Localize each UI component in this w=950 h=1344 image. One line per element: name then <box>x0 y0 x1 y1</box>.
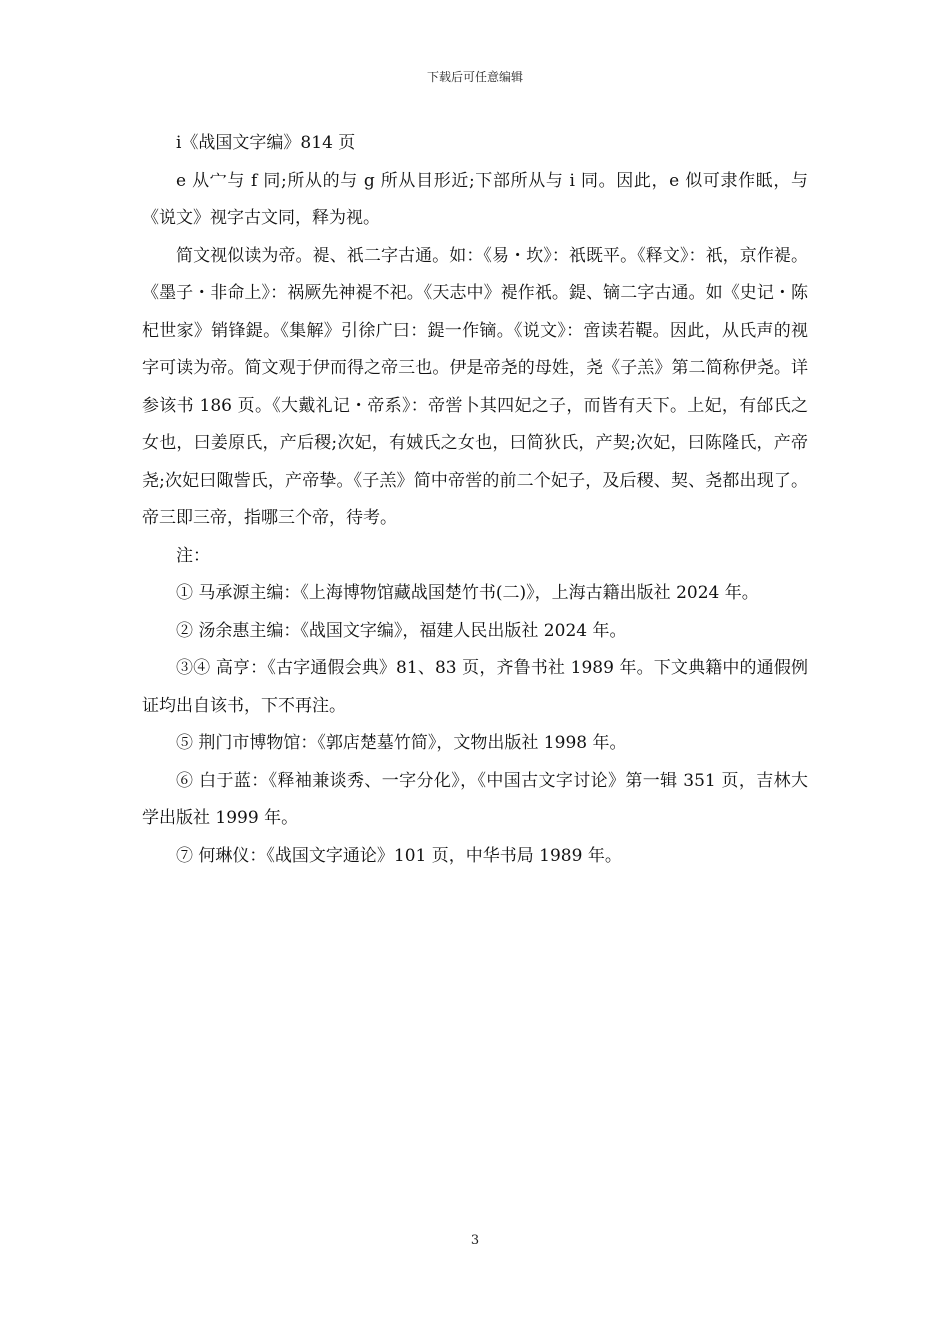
footnote-3-4: ③④ 高亨：《古字通假会典》81、83 页，齐鲁书社 1989 年。下文典籍中的通假例证均出自该书，下不再注。 <box>142 658 808 716</box>
page-header: 下载后可任意编辑 <box>426 70 523 84</box>
document-body <box>142 125 808 875</box>
footnote-2: ② 汤余惠主编：《战国文字编》，福建人民出版社 2024 年。 <box>176 620 627 641</box>
notes-heading: 注： <box>176 545 210 566</box>
paragraph-reading-argument: 简文视似读为帝。褆、祇二字古通。如：《易・坎》：祇既平。《释文》：祇，京作褆。《墨子・非命上》：祸厥先神褆不祀。《天志中》褆作祇。鍉、镝二字古通。如《史记・陈杞世家》销锋鍉。《集解》引徐广曰：鍉一作镝。《说文》：啻读若鞮。因此，从氏声的视字可读为帝。简文观于伊而得之帝三也。伊是帝尧的母姓，尧《子羔》第二简称伊尧。详参该书 186 页。《大戴礼记・帝系》：帝喾卜其四妃之子，而皆有天下。上妃，有邰氏之女也，曰姜原氏，产后稷;次妃，有娀氏之女也，曰简狄氏，产契;次妃，曰陈隆氏，产帝尧;次妃曰陬訾氏，产帝挚。《子羔》简中帝喾的前二个妃子，及后稷、契、尧都出现了。帝三即三帝，指哪三个帝，待考。 <box>142 245 808 528</box>
footnote-5: ⑤ 荆门市博物馆：《郭店楚墓竹简》，文物出版社 1998 年。 <box>176 733 627 753</box>
paragraph-glyph-analysis: e 从宀与 f 同;所从的与 g 所从目形近;下部所从与 i 同。因此，e 似可隶作眡，与《说文》视字古文同，释为视。 <box>142 170 808 228</box>
paragraph-source-ref: i《战国文字编》814 页 <box>176 133 356 153</box>
footnote-6: ⑥ 白于蓝：《释袖兼谈秀、一字分化》，《中国古文字讨论》第一辑 351 页，吉林大学出版社 1999 年。 <box>142 770 808 828</box>
page-number: 3 <box>470 1233 480 1248</box>
footnote-7: ⑦ 何琳仪：《战国文字通论》101 页，中华书局 1989 年。 <box>176 845 622 866</box>
footnote-1: ① 马承源主编：《上海博物馆藏战国楚竹书(二)》，上海古籍出版社 2024 年。 <box>176 583 759 603</box>
